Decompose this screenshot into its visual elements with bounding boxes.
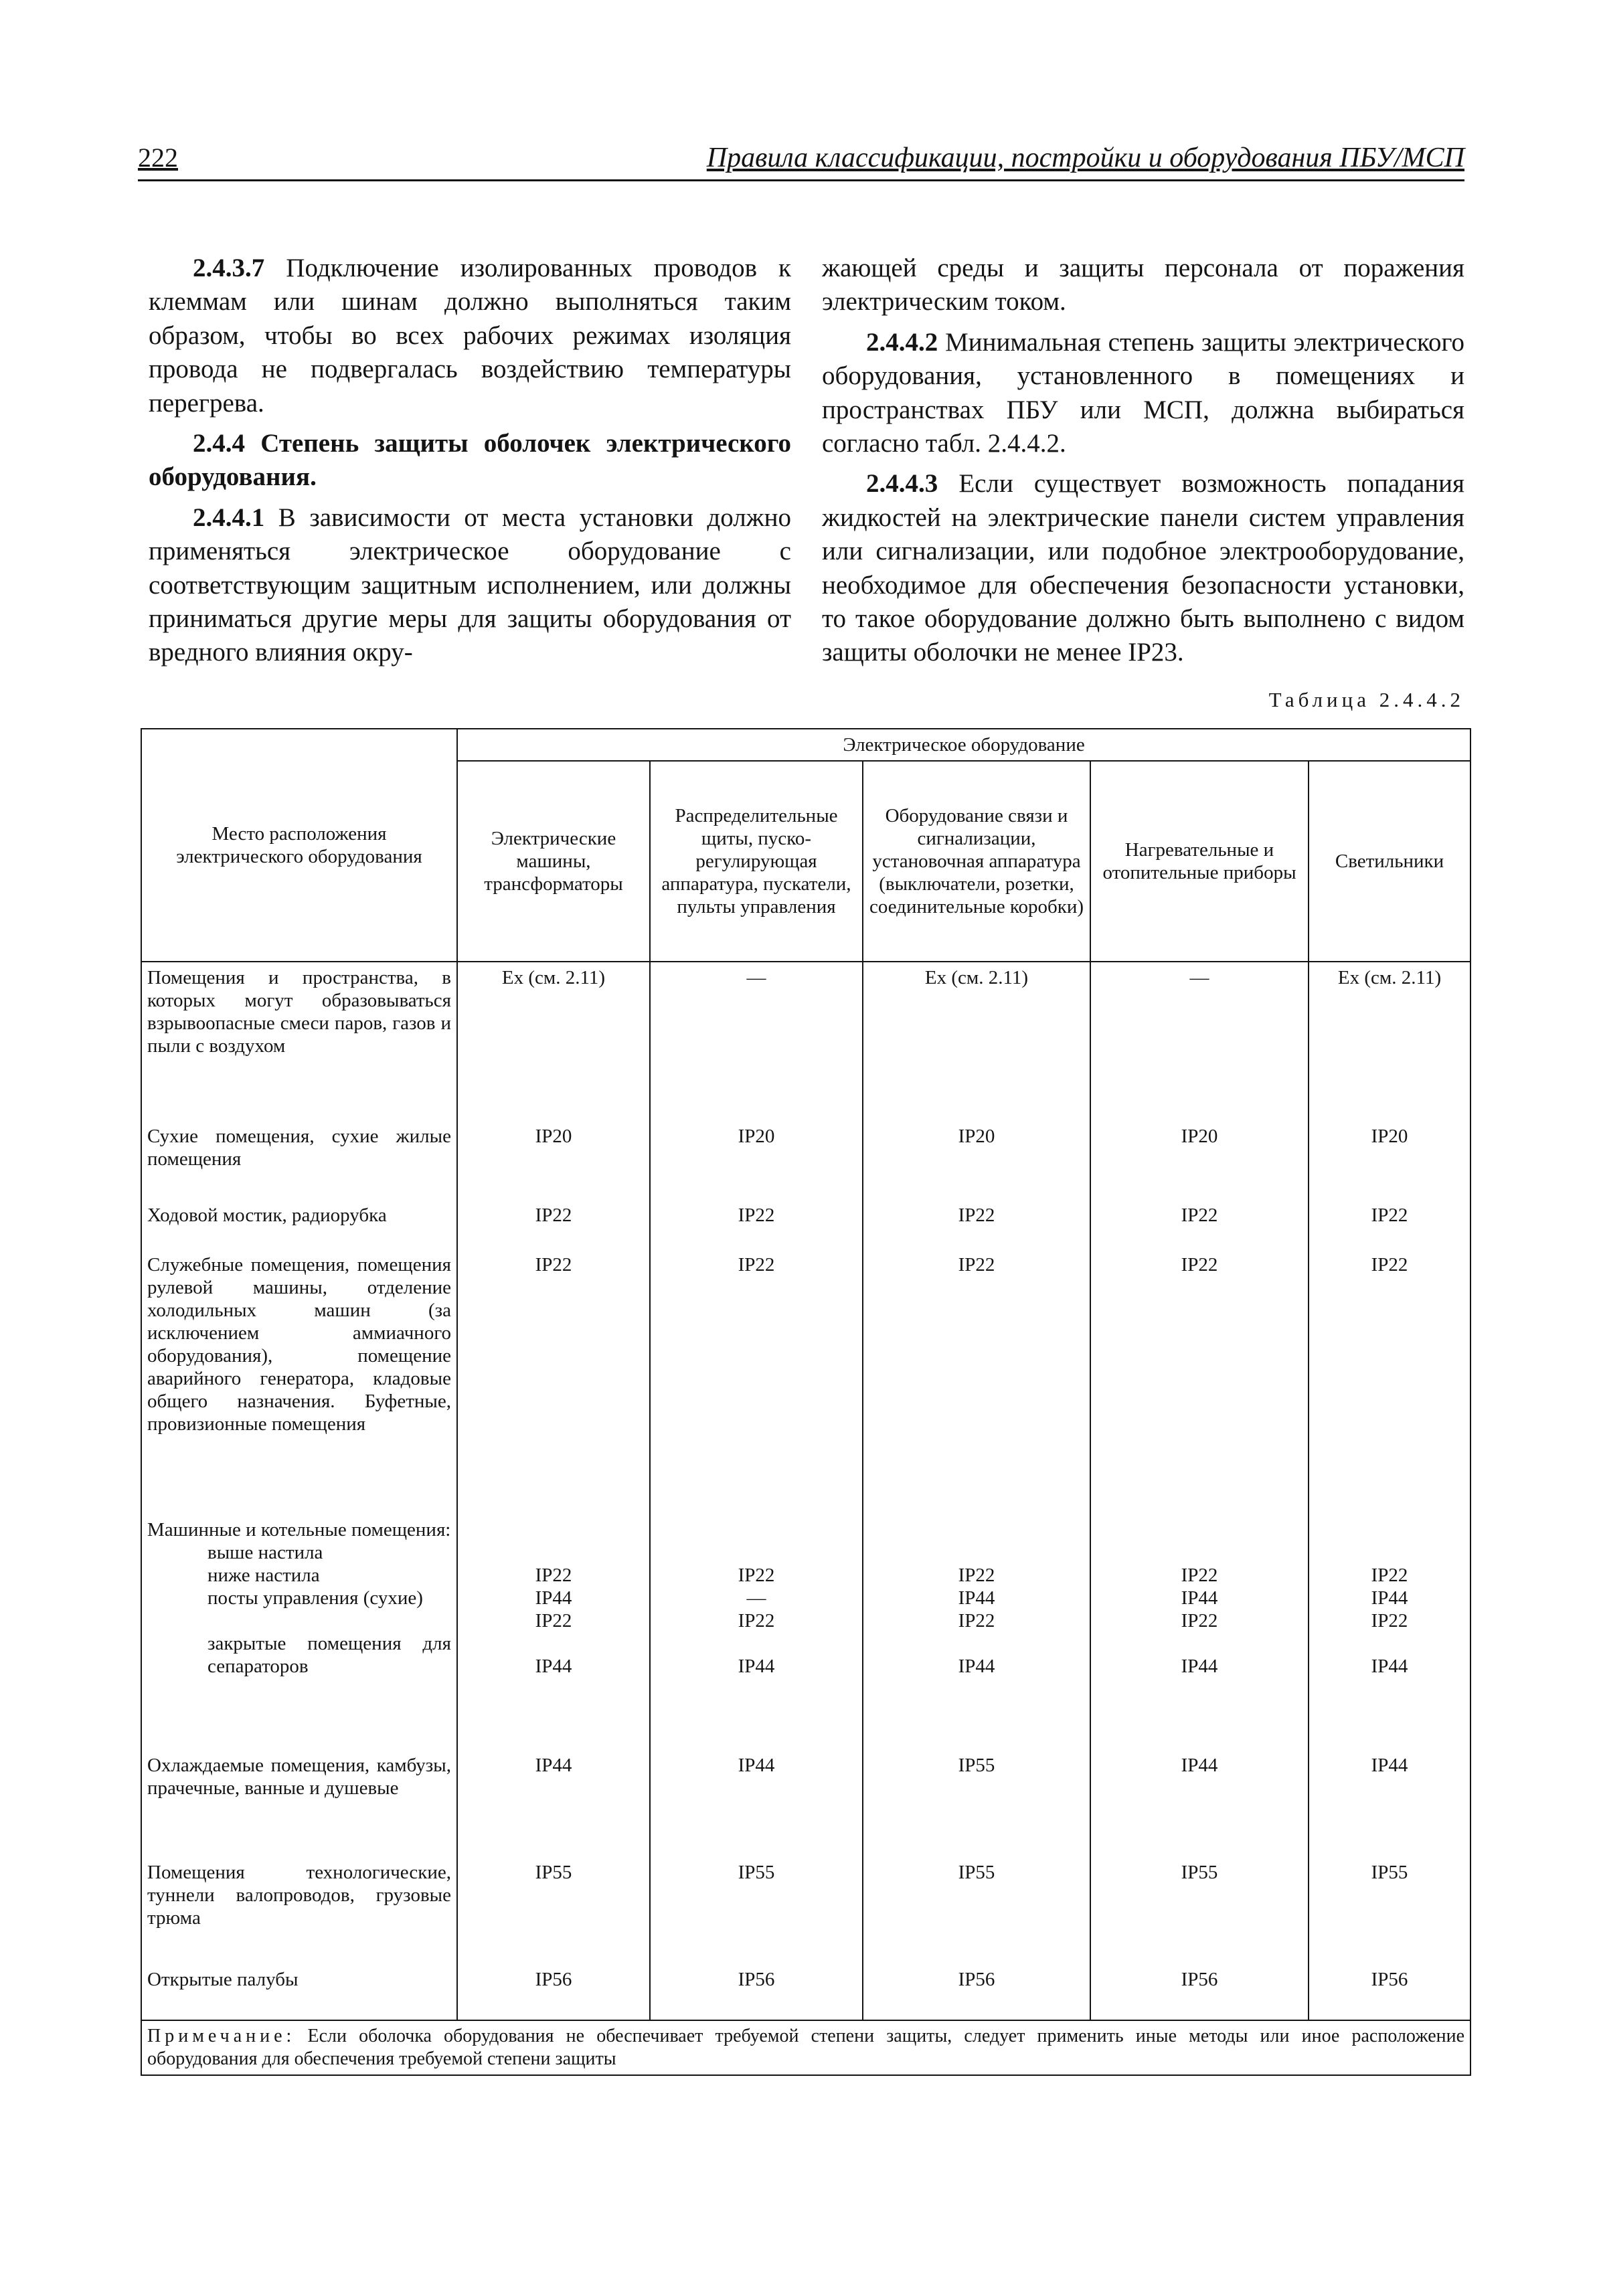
place-subitem: посты управления (сухие) <box>207 1587 423 1609</box>
value-cell: IP22 <box>650 1249 863 1514</box>
value-line: IP44 <box>535 1587 572 1609</box>
value-cell: Ex (см. 2.11) <box>457 962 650 1121</box>
value-cell: IP22 <box>1309 1249 1470 1514</box>
value-cell: IP55 <box>863 1750 1090 1857</box>
value-cell: IP20 <box>1090 1121 1309 1200</box>
value-line: IP22 <box>738 1610 775 1631</box>
value-cell <box>863 1514 1090 1750</box>
table-caption: Таблица 2.4.4.2 <box>1268 688 1464 711</box>
table-row <box>141 1964 1470 2020</box>
value-cell: IP22 <box>457 1200 650 1249</box>
page-number: 222 <box>138 143 178 173</box>
value-line: IP44 <box>738 1656 775 1677</box>
place-cell: Помещения технологические, туннели валопроводов, грузовые трюма <box>141 1857 457 1964</box>
value-cell: IP20 <box>1309 1121 1470 1200</box>
left-text-column <box>149 252 791 677</box>
column-header: Электрические машины, трансформаторы <box>457 761 650 962</box>
paragraph-number: 2.4.3.7 <box>193 254 265 282</box>
value-cell: IP44 <box>1090 1750 1309 1857</box>
section-heading <box>149 427 791 495</box>
value-cell: IP56 <box>863 1964 1090 2020</box>
table-note <box>141 2020 1470 2075</box>
value-cell: IP20 <box>457 1121 650 1200</box>
value-cell: IP22 <box>1090 1249 1309 1514</box>
paragraph-number: 2.4.4.3 <box>866 469 938 499</box>
value-line: IP44 <box>1371 1656 1408 1677</box>
table-row <box>141 1249 1470 1514</box>
value-line: IP44 <box>1181 1587 1218 1609</box>
place-cell: Ходовой мостик, радиорубка <box>141 1200 457 1249</box>
paragraph-number: 2.4.4.1 <box>193 503 265 532</box>
table-row <box>141 1857 1470 1964</box>
table-note-row <box>141 2020 1470 2075</box>
value-cell: IP55 <box>457 1857 650 1964</box>
value-cell: IP55 <box>863 1857 1090 1964</box>
value-line: IP44 <box>1371 1587 1408 1609</box>
value-cell: IP56 <box>650 1964 863 2020</box>
paragraph-2-4-3-7 <box>149 252 791 420</box>
column-header: Светильники <box>1309 761 1470 962</box>
value-cell: — <box>650 962 863 1121</box>
column-header: Распределительные щиты, пуско-регулирующая аппаратура, пускатели, пульты управления <box>650 761 863 962</box>
paragraph-text: Минимальная степень защиты электрического оборудования, установленного в помещениях и пространствах ПБУ или МСП, должна выбираться согласно табл. 2.4.4.2. <box>822 327 1464 458</box>
value-cell: IP20 <box>863 1121 1090 1200</box>
value-cell: IP22 <box>457 1249 650 1514</box>
value-cell <box>1090 1514 1309 1750</box>
value-cell: IP56 <box>1090 1964 1309 2020</box>
paragraph-2-4-4-3 <box>822 467 1464 669</box>
table-row <box>141 1121 1470 1200</box>
paragraph-text: Если существует возможность попадания жидкостей на электрические панели систем управления или сигнализации, или подобное электрооборудование, необходимое для обеспечения безопасности установки, то такое оборудование должно быть выполнено с видом защиты оболочки не менее IP23. <box>822 469 1464 667</box>
value-cell: IP56 <box>457 1964 650 2020</box>
right-text-column <box>822 252 1464 677</box>
value-cell: IP55 <box>650 1857 863 1964</box>
value-cell <box>1309 1514 1470 1750</box>
value-line: IP22 <box>1181 1610 1218 1631</box>
value-line: IP22 <box>1371 1610 1408 1631</box>
value-cell: IP22 <box>1090 1200 1309 1249</box>
place-group-title: Машинные и котельные помещения: <box>147 1519 451 1540</box>
value-line: — <box>746 1587 766 1609</box>
place-cell: Помещения и пространства, в которых могут образовываться взрывоопасные смеси паров, газов и пыли с воздухом <box>141 962 457 1121</box>
place-subitem: выше настила <box>207 1542 323 1563</box>
place-subitem: закрытые помещения для сепараторов <box>207 1633 451 1677</box>
value-cell: IP44 <box>1309 1750 1470 1857</box>
value-cell <box>457 1514 650 1750</box>
value-line: IP22 <box>535 1565 572 1586</box>
place-cell: Служебные помещения, помещения рулевой машины, отделение холодильных машин (за исключением аммиачного оборудования), помещение аварийного генератора, кладовые общего назначения. Буфетные, провизионные помещения <box>141 1249 457 1514</box>
table-row <box>141 1200 1470 1249</box>
value-line: IP22 <box>535 1610 572 1631</box>
value-line: IP22 <box>958 1565 995 1586</box>
value-cell: Ex (см. 2.11) <box>1309 962 1470 1121</box>
value-cell: IP44 <box>457 1750 650 1857</box>
value-cell: IP22 <box>863 1249 1090 1514</box>
place-cell: Сухие помещения, сухие жилые помещения <box>141 1121 457 1200</box>
value-line: IP22 <box>1181 1565 1218 1586</box>
value-line: IP44 <box>1181 1656 1218 1677</box>
note-text: Если оболочка оборудования не обеспечивает требуемой степени защиты, следует применить иные методы или иное расположение оборудования для обеспечения требуемой степени защиты <box>147 2026 1465 2069</box>
heading-text: 2.4.4 Степень защиты оболочек электрического оборудования. <box>149 429 791 492</box>
paragraph-text: Подключение изолированных проводов к клеммам или шинам должно выполняться таким образом, чтобы во всех рабочих режимах изоляция провода не подвергалась воздействию температуры перегрева. <box>149 254 791 418</box>
paragraph-continuation: жающей среды и защиты персонала от поражения электрическим током. <box>822 254 1464 317</box>
value-cell <box>650 1514 863 1750</box>
paragraph-text: В зависимости от места установки должно применяться электрическое оборудование с соответствующим защитным исполнением, или должны приниматься другие меры для защиты оборудования от вредного влияния окру- <box>149 503 791 667</box>
value-line: IP44 <box>535 1656 572 1677</box>
value-cell: IP20 <box>650 1121 863 1200</box>
table-row <box>141 962 1470 1121</box>
value-line: IP44 <box>958 1656 995 1677</box>
paragraph-2-4-4-1 <box>149 501 791 670</box>
value-line: IP22 <box>1371 1565 1408 1586</box>
place-cell <box>141 1514 457 1750</box>
value-cell: Ex (см. 2.11) <box>863 962 1090 1121</box>
value-cell: IP44 <box>650 1750 863 1857</box>
value-cell: IP55 <box>1309 1857 1470 1964</box>
paragraph-number: 2.4.4.2 <box>866 327 938 357</box>
place-subitem: ниже настила <box>207 1565 320 1586</box>
page-header <box>138 139 1464 181</box>
column-header: Нагревательные и отопительные приборы <box>1090 761 1309 962</box>
value-line: IP44 <box>958 1587 995 1609</box>
value-cell: IP22 <box>863 1200 1090 1249</box>
value-cell: IP22 <box>1309 1200 1470 1249</box>
table-row-machinery <box>141 1514 1470 1750</box>
paragraph-2-4-4-2 <box>822 326 1464 461</box>
value-cell: IP56 <box>1309 1964 1470 2020</box>
value-cell: — <box>1090 962 1309 1121</box>
table-row <box>141 1750 1470 1857</box>
value-line: IP22 <box>958 1610 995 1631</box>
place-cell: Открытые палубы <box>141 1964 457 2020</box>
place-header: Место расположения электрического оборудования <box>141 729 457 962</box>
protection-table <box>141 728 1471 2076</box>
note-label: Примечание: <box>147 2026 296 2046</box>
value-line: IP22 <box>738 1565 775 1586</box>
place-cell: Охлаждаемые помещения, камбузы, прачечные, ванные и душевые <box>141 1750 457 1857</box>
value-cell: IP22 <box>650 1200 863 1249</box>
value-cell: IP55 <box>1090 1857 1309 1964</box>
running-title: Правила классификации, постройки и оборудования ПБУ/МСП <box>706 143 1464 173</box>
equipment-group-header: Электрическое оборудование <box>457 729 1470 761</box>
column-header: Оборудование связи и сигнализации, установочная аппаратура (выключатели, розетки, соединительные коробки) <box>863 761 1090 962</box>
